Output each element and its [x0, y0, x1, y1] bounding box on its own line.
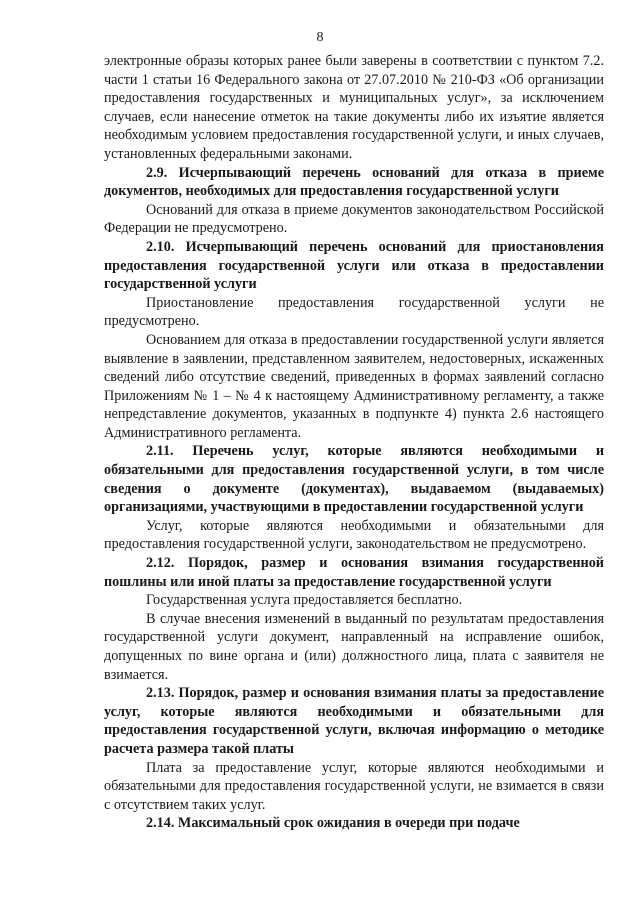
paragraph-2-10-suspension: Приостановление предоставления государственной услуги не предусмотрено. — [104, 294, 604, 330]
paragraph-continuation: электронные образы которых ранее были заверены в соответствии с пунктом 7.2. части 1 статьи 16 Федерального закона от 27.07.2010 № 210-ФЗ «Об организации предоставления государственных и муниципальных услуг», за исключением случаев, если нанесение отметок на такие документы либо их изъятие является необходимым условием предоставления государственной услуги, и иных случаев, установленных федеральными законами. — [104, 53, 604, 162]
section-heading-2-10: 2.10. Исчерпывающий перечень оснований для приостановления предоставления государственной услуги или отказа в предоставлении государственной услуги — [104, 238, 604, 293]
paragraph-2-13-body: Плата за предоставление услуг, которые являются необходимыми и обязательными для предоставления государственной услуги, не взимается в связи с отсутствием таких услуг. — [104, 759, 604, 813]
section-heading-2-12: 2.12. Порядок, размер и основания взимания государственной пошлины или иной платы за предоставление государственной услуги — [104, 555, 604, 590]
section-heading-2-13: 2.13. Порядок, размер и основания взимания платы за предоставление услуг, которые являются необходимыми и обязательными для предоставления государственной услуги, включая информацию о методике расчета размера такой платы — [104, 685, 604, 757]
paragraph-2-12-free: Государственная услуга предоставляется бесплатно. — [146, 592, 463, 609]
paragraph-2-11-body: Услуг, которые являются необходимыми и обязательными для предоставления государственной услуги, законодательством не предусмотрено. — [104, 517, 604, 553]
section-heading-2-9: 2.9. Исчерпывающий перечень оснований для отказа в приеме документов, необходимых для предоставления государственной услуги — [104, 164, 604, 200]
page-number: 8 — [316, 30, 324, 45]
section-heading-2-14: 2.14. Максимальный срок ожидания в очереди при подаче — [146, 815, 520, 832]
paragraph-2-10-refusal-grounds: Основанием для отказа в предоставлении государственной услуги является выявление в заявлении, представленном заявителем, недостоверных, искаженных сведений либо отсутствие сведений, приведенных в формах заявлений согласно Приложениям № 1 – № 4 к настоящему Административному регламенту, а также непредставление документов, указанных в подпункте 4) пункта 2.6 настоящего Административного регламента. — [104, 331, 604, 441]
document-body — [104, 52, 604, 833]
section-heading-2-11: 2.11. Перечень услуг, которые являются необходимыми и обязательными для предоставления государственной услуги, в том числе сведения о документе (документах), выдаваемом (выдаваемых) организациями, участвующими в предоставлении государственной услуги — [104, 443, 604, 516]
paragraph-2-12-corrections: В случае внесения изменений в выданный по результатам предоставления государственной услуги документ, направленный на исправление ошибок, допущенных по вине органа и (или) должностного лица, плата с заявителя не взимается. — [104, 610, 604, 683]
paragraph-2-9-body: Оснований для отказа в приеме документов законодательством Российской Федерации не предусмотрено. — [104, 201, 604, 237]
